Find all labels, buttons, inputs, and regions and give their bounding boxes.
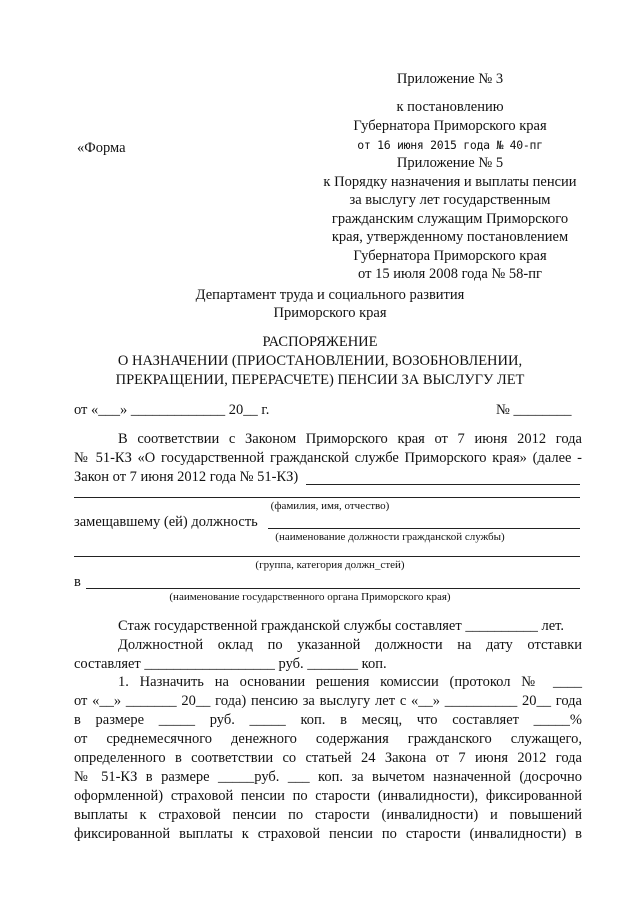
appendix-line: Приложение № 5: [396, 155, 504, 171]
body-text: В соответствии с Законом Приморского края от 7 июня 2012 года: [118, 431, 582, 447]
body-text: составляет __________________ руб. _______ коп.: [74, 656, 387, 672]
appendix-number: Приложение № 3: [396, 71, 504, 87]
body-text: Должностной оклад по указанной должности на дату отставки: [118, 637, 582, 653]
appendix-line: Губернатора Приморского края: [353, 118, 547, 134]
body-text: от «__» _______ 20__ года) пенсию за выслугу лет с «__» __________ 20__ года: [74, 693, 582, 709]
body-text: в размере _____ руб. _____ коп. в месяц, что составляет _____%: [74, 712, 582, 728]
body-text: № 51-КЗ в размере _____руб. ___ коп. за вычетом назначенной (досрочно: [74, 769, 582, 785]
fill-line[interactable]: [306, 484, 580, 485]
appendix-line: Губернатора Приморского края: [353, 248, 547, 264]
body-text: Закон от 7 июня 2012 года № 51-КЗ): [74, 469, 299, 485]
position-label: замещавшему (ей) должность: [74, 514, 258, 530]
body-text: оформленной) страховой пенсии по старости (инвалидности), фиксированной: [74, 788, 582, 804]
body-text: фиксированной выплаты к страховой пенсии по старости (инвалидности) в: [74, 826, 582, 842]
appendix-line: к постановлению: [396, 99, 504, 115]
body-text: от среднемесячного денежного содержания гражданского служащего,: [74, 731, 582, 747]
document-title: РАСПОРЯЖЕНИЕ: [262, 334, 378, 350]
caption-fio: (фамилия, имя, отчество): [270, 500, 390, 512]
document-subtitle: О НАЗНАЧЕНИИ (ПРИОСТАНОВЛЕНИИ, ВОЗОБНОВЛЕНИИ,: [117, 353, 523, 369]
department-line: Приморского края: [273, 305, 387, 321]
body-text: выплаты к страховой пенсии по старости (инвалидности) и повышений: [74, 807, 582, 823]
fio-line[interactable]: [74, 497, 580, 498]
body-text: 1. Назначить на основании решения комиссии (протокол № ____: [118, 674, 582, 690]
department-line: Департамент труда и социального развития: [195, 287, 465, 303]
position-line[interactable]: [268, 528, 580, 529]
appendix-line: края, утвержденному постановлением: [331, 229, 569, 245]
appendix-stamp-date: от 16 июня 2015 года № 40-пг: [357, 138, 543, 152]
form-label: «Форма: [77, 140, 126, 156]
appendix-line: от 15 июля 2008 года № 58-пг: [358, 266, 542, 282]
group-line[interactable]: [74, 556, 580, 557]
date-field[interactable]: от «___» _____________ 20__ г.: [74, 402, 270, 418]
body-text: № 51-КЗ «О государственной гражданской службе Приморского края» (далее -: [74, 450, 582, 466]
document-subtitle: ПРЕКРАЩЕНИИ, ПЕРЕРАСЧЕТЕ) ПЕНСИИ ЗА ВЫСЛУГУ ЛЕТ: [115, 372, 525, 388]
body-text: определенного в соответствии со статьей 24 Закона от 7 июня 2012 года: [74, 750, 582, 766]
appendix-line: гражданским служащим Приморского: [331, 211, 569, 227]
number-field[interactable]: № ________: [496, 402, 572, 418]
appendix-line: за выслугу лет государственным: [349, 192, 551, 208]
caption-group: (группа, категория должн_стей): [255, 559, 405, 571]
body-text: Стаж государственной гражданской службы составляет __________ лет.: [118, 618, 565, 634]
appendix-line: к Порядку назначения и выплаты пенсии: [323, 174, 577, 190]
caption-organ: (наименование государственного органа Приморского края): [169, 591, 451, 603]
caption-position: (наименование должности гражданской службы): [275, 531, 505, 543]
in-label: в: [74, 574, 81, 590]
organ-line[interactable]: [86, 588, 580, 589]
